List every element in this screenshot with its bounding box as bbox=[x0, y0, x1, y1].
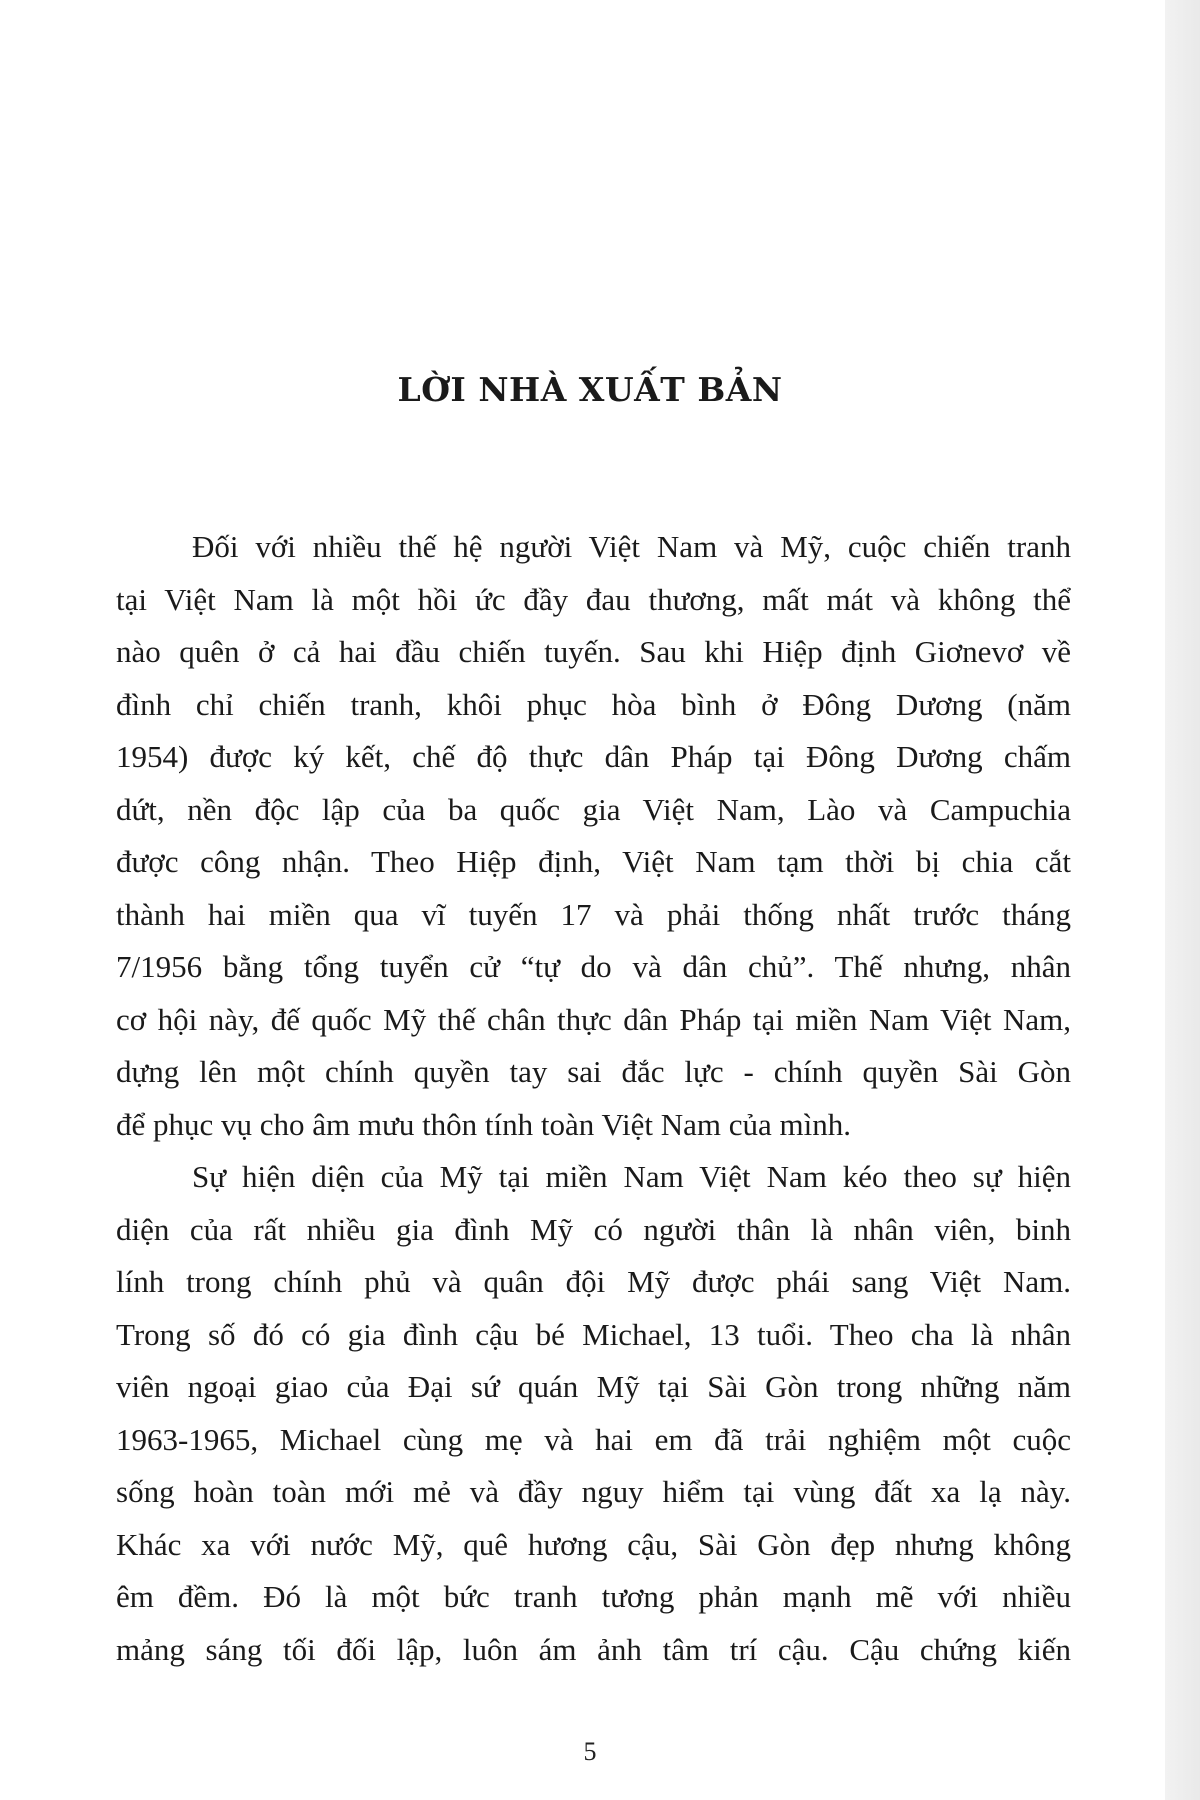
text-line: Khác xa với nước Mỹ, quê hương cậu, Sài Gòn đẹp nhưng không bbox=[116, 1526, 1071, 1562]
page-title: LỜI NHÀ XUẤT BẢN bbox=[397, 370, 783, 409]
text-line: Trong số đó có gia đình cậu bé Michael, 13 tuổi. Theo cha là nhân bbox=[116, 1316, 1071, 1352]
body-text bbox=[116, 521, 1071, 1676]
text-line: được công nhận. Theo Hiệp định, Việt Nam tạm thời bị chia cắt bbox=[116, 844, 1071, 879]
text-line: thành hai miền qua vĩ tuyến 17 và phải thống nhất trước tháng bbox=[116, 896, 1071, 932]
paragraph-2 bbox=[116, 1151, 1071, 1676]
text-line: đình chỉ chiến tranh, khôi phục hòa bình ở Đông Dương (năm bbox=[116, 686, 1071, 722]
text-line: viên ngoại giao của Đại sứ quán Mỹ tại Sài Gòn trong những năm bbox=[116, 1369, 1071, 1404]
paragraph-1 bbox=[116, 521, 1071, 1151]
text-line: 1963-1965, Michael cùng mẹ và hai em đã trải nghiệm một cuộc bbox=[116, 1421, 1071, 1457]
text-line: nào quên ở cả hai đầu chiến tuyến. Sau khi Hiệp định Giơnevơ về bbox=[116, 634, 1071, 669]
text-line: tại Việt Nam là một hồi ức đầy đau thương, mất mát và không thể bbox=[116, 581, 1071, 617]
text-line: dứt, nền độc lập của ba quốc gia Việt Nam, Lào và Campuchia bbox=[116, 791, 1071, 827]
text-line: 7/1956 bằng tổng tuyển cử “tự do và dân chủ”. Thế nhưng, nhân bbox=[116, 949, 1071, 984]
text-line: Sự hiện diện của Mỹ tại miền Nam Việt Nam kéo theo sự hiện bbox=[192, 1159, 1071, 1194]
text-line: 1954) được ký kết, chế độ thực dân Pháp tại Đông Dương chấm bbox=[116, 739, 1071, 774]
page-edge-shadow bbox=[1165, 0, 1200, 1800]
text-line: êm đềm. Đó là một bức tranh tương phản mạnh mẽ với nhiều bbox=[116, 1579, 1071, 1614]
text-line: lính trong chính phủ và quân đội Mỹ được phái sang Việt Nam. bbox=[116, 1264, 1071, 1299]
text-line: dựng lên một chính quyền tay sai đắc lực - chính quyền Sài Gòn bbox=[116, 1054, 1071, 1089]
text-line: cơ hội này, đế quốc Mỹ thế chân thực dân Pháp tại miền Nam Việt Nam, bbox=[116, 1001, 1071, 1037]
text-line: để phục vụ cho âm mưu thôn tính toàn Việt Nam của mình. bbox=[116, 1106, 851, 1142]
text-line: mảng sáng tối đối lập, luôn ám ảnh tâm trí cậu. Cậu chứng kiến bbox=[116, 1631, 1071, 1667]
text-line: sống hoàn toàn mới mẻ và đầy nguy hiểm tại vùng đất xa lạ này. bbox=[116, 1474, 1071, 1509]
page-number: 5 bbox=[583, 1737, 597, 1766]
text-line: diện của rất nhiều gia đình Mỹ có người thân là nhân viên, binh bbox=[116, 1211, 1071, 1247]
text-line: Đối với nhiều thế hệ người Việt Nam và Mỹ, cuộc chiến tranh bbox=[192, 529, 1071, 564]
